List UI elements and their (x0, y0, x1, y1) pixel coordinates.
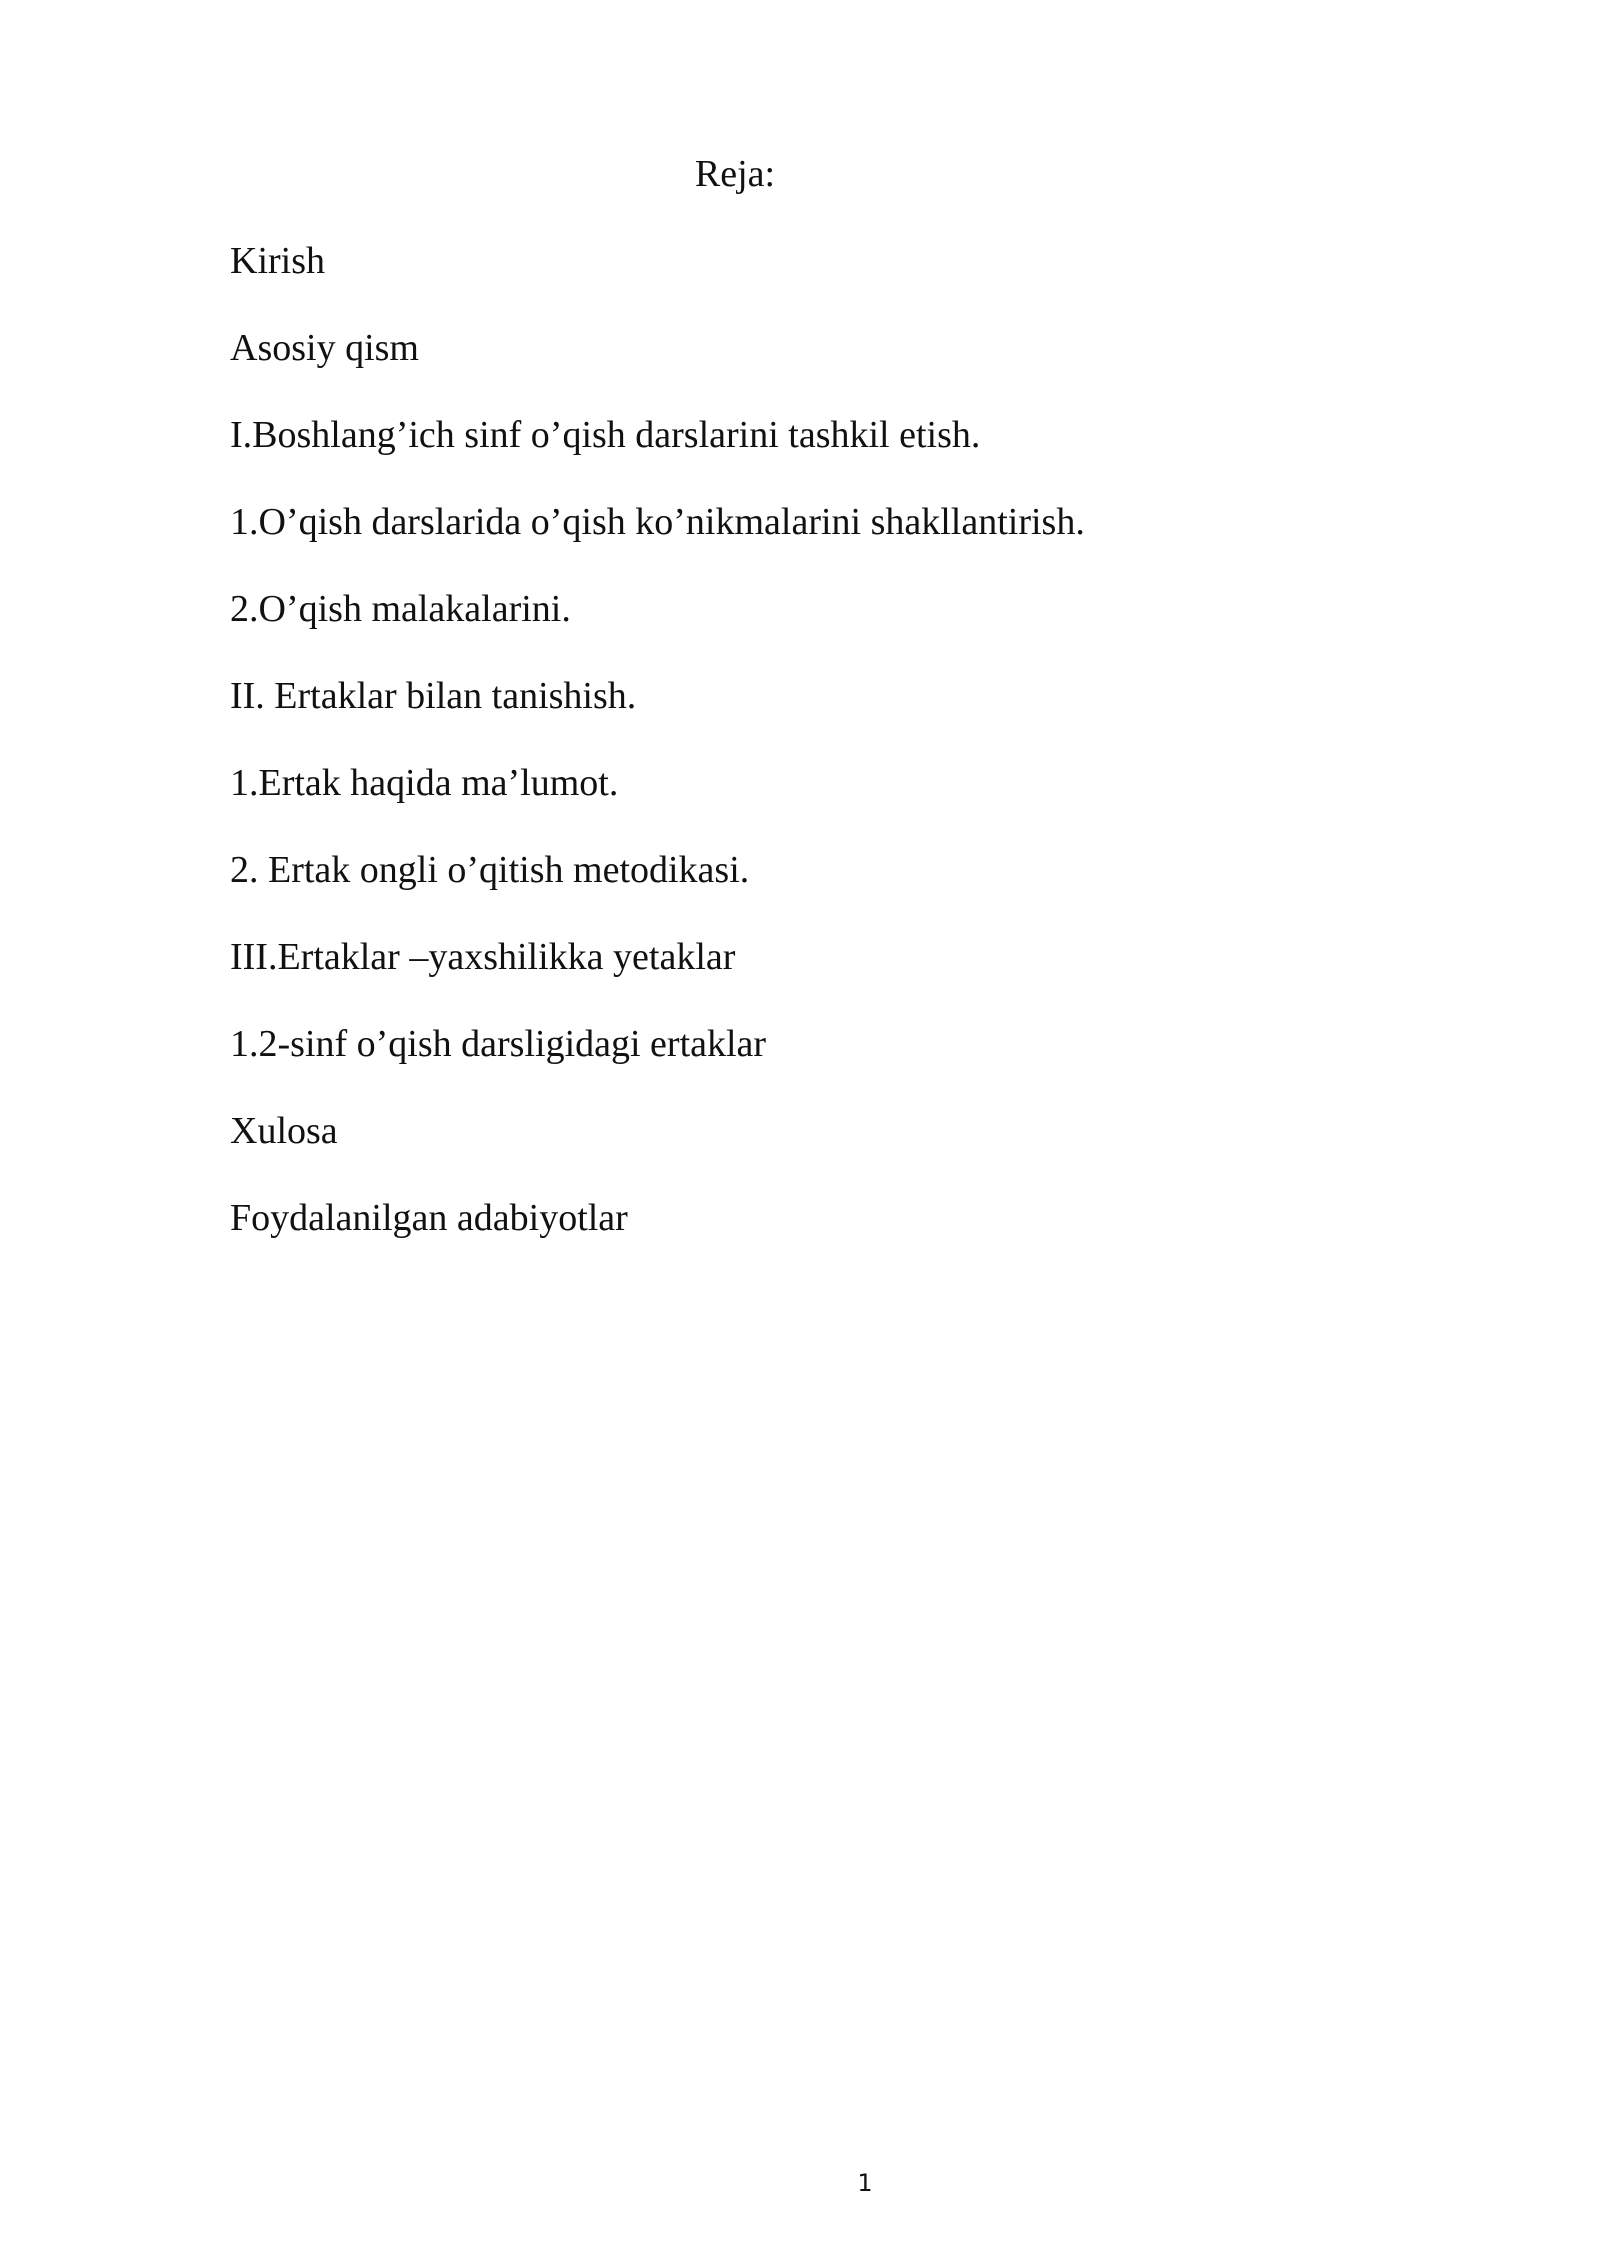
outline-item-introduction: Kirish (230, 240, 325, 282)
outline-item-section-3-1: 1.2-sinf o’qish darsligidagi ertaklar (230, 1023, 767, 1065)
outline-item-section-1-2: 2.O’qish malakalarini. (230, 588, 571, 630)
outline-item-section-1: I.Boshlang’ich sinf o’qish darslarini tashkil etish. (230, 414, 981, 456)
outline-item-section-2-2: 2. Ertak ongli o’qitish metodikasi. (230, 849, 750, 891)
outline-item-section-3: III.Ertaklar –yaxshilikka yetaklar (230, 936, 736, 978)
outline-item-section-1-1: 1.O’qish darslarida o’qish ko’nikmalarini shakllantirish. (230, 501, 1085, 543)
outline-item-references: Foydalanilgan adabiyotlar (230, 1197, 628, 1239)
outline-list (230, 237, 1085, 1281)
page-number: 1 (857, 2169, 873, 2197)
outline-item-main-part: Asosiy qism (230, 327, 419, 369)
outline-item-conclusion: Xulosa (230, 1110, 338, 1152)
outline-item-section-2: II. Ertaklar bilan tanishish. (230, 675, 637, 717)
outline-item-section-2-1: 1.Ertak haqida ma’lumot. (230, 762, 619, 804)
page-title: Reja: (694, 153, 776, 195)
